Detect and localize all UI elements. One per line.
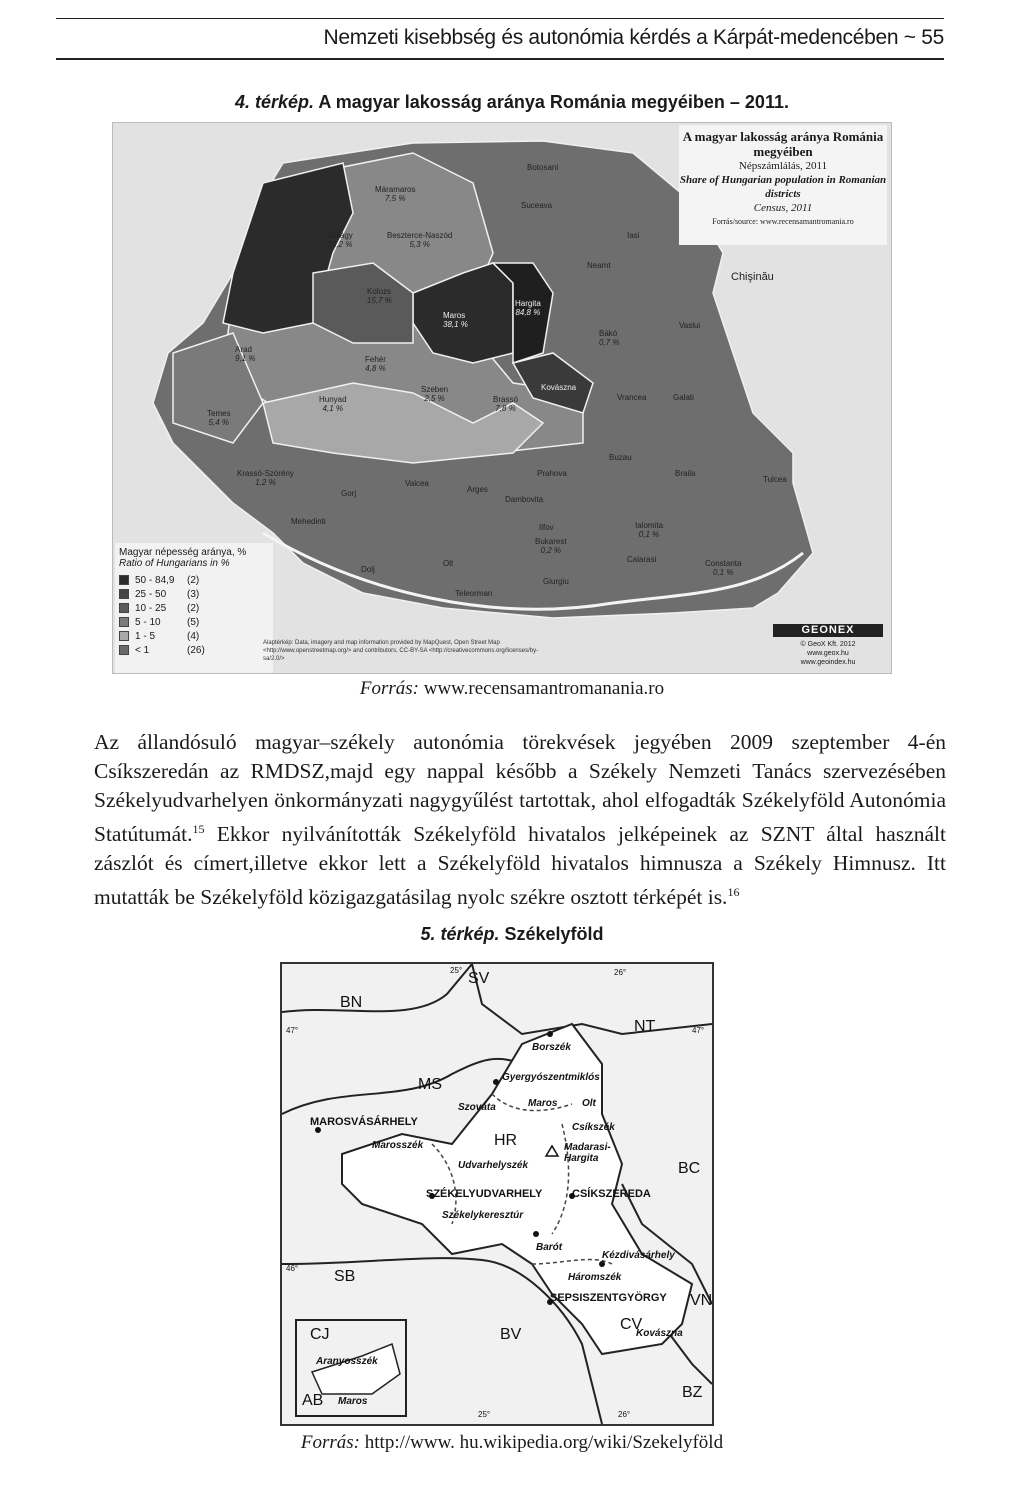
geonex-url2: www.geoindex.hu bbox=[800, 659, 856, 666]
label-csikszereda: CSÍKSZEREDA bbox=[572, 1188, 651, 1200]
label-buzau: Buzau bbox=[609, 453, 632, 462]
legend-source: Forrás/source: www.recensamantromania.ro bbox=[712, 217, 854, 226]
legend-count: (5) bbox=[187, 616, 200, 628]
town-marker-gyergyoszentmiklos bbox=[493, 1079, 499, 1085]
label-bz: BZ bbox=[682, 1384, 703, 1401]
legend-range: 50 - 84,9 bbox=[135, 574, 175, 586]
label-suceava: Suceava bbox=[521, 201, 553, 210]
geonex-logo: GEONEX bbox=[773, 624, 883, 637]
legend-subtitle-hu: Népszámlálás, 2011 bbox=[738, 160, 828, 172]
ratio-legend-row bbox=[119, 615, 269, 629]
map1-legend-box bbox=[679, 125, 887, 245]
paragraph-part2: Ekkor nyilvánították Székelyföld hivatalos jelképeinek az SZNT által használt zászlót és címert,illetve ekkor lett a Székelyföld hivatalos himnusza a Székely Himnusz. Itt mutatták be Székelyföld közigazgatásilag nyolc székre osztott térképét is. bbox=[94, 822, 946, 910]
label-deg25-bottom: 25° bbox=[478, 1410, 491, 1419]
label-mehedinti: Mehedinti bbox=[291, 517, 326, 526]
label-prahova: Prahova bbox=[537, 469, 567, 478]
label-dambovita: Dambovita bbox=[505, 495, 544, 504]
label-teleorman: Teleorman bbox=[455, 589, 493, 598]
label-text: Maros bbox=[443, 311, 466, 320]
legend-swatch bbox=[119, 589, 129, 599]
label-text: Máramaros bbox=[375, 185, 416, 194]
label-deg47-left: 47° bbox=[286, 1026, 299, 1035]
legend-subtitle-en: Census, 2011 bbox=[753, 202, 813, 214]
ratio-legend-title-hu: Magyar népesség aránya, % bbox=[119, 547, 247, 558]
label-text: Beszterce-Naszód bbox=[387, 231, 453, 240]
ratio-legend-row bbox=[119, 587, 269, 601]
label-hargita bbox=[515, 299, 541, 317]
label-olt-river: Olt bbox=[582, 1098, 596, 1109]
label-arges: Arges bbox=[467, 485, 488, 494]
label-iasi: Iasi bbox=[627, 231, 640, 240]
label-text: Arad bbox=[235, 345, 252, 354]
label-valcea: Valcea bbox=[405, 479, 429, 488]
label-cv: CV bbox=[620, 1316, 643, 1333]
label-vn: VN bbox=[690, 1292, 713, 1309]
label-text: Fehér bbox=[365, 355, 386, 364]
legend-title-en: Share of Hungarian population in Romanian districts bbox=[679, 174, 887, 200]
body-paragraph bbox=[94, 728, 946, 912]
ratio-legend-row bbox=[119, 601, 269, 615]
ratio-legend-row bbox=[119, 573, 269, 587]
label-pct: 1,2 % bbox=[255, 478, 276, 487]
legend-count: (26) bbox=[187, 644, 205, 656]
label-csikszek: Csíkszék bbox=[572, 1122, 615, 1133]
map1-title-text: A magyar lakosság aránya Románia megyéiben – 2011. bbox=[314, 92, 789, 112]
label-pct: 0,2 % bbox=[540, 546, 562, 555]
running-title: Nemzeti kisebbség és autonómia kérdés a Kárpát-medencében ~ 55 bbox=[323, 26, 944, 49]
label-haromszek: Háromszék bbox=[568, 1272, 622, 1283]
label-szekelykeresztur: Székelykeresztúr bbox=[442, 1210, 524, 1221]
romania-county-map bbox=[112, 122, 892, 674]
label-text: Hunyad bbox=[319, 395, 347, 404]
ratio-legend-row bbox=[119, 643, 269, 657]
paragraph-part1: Az állandósuló magyar–székely autonómia törekvések jegyében 2009 szeptember 4-én Csíkszeredán az RMDSZ,majd egy nappal később a Székely Nemzeti Tanács szervezésében Székelyudvarhelyen önkormányzati nagygyűlést tartottak, ahol elfogadták Székelyföld Autonómia Statútumát. bbox=[94, 730, 946, 847]
label-sb: SB bbox=[334, 1268, 356, 1285]
label-text: Ialomita bbox=[635, 521, 664, 530]
map1-title bbox=[0, 92, 1024, 113]
label-cj: CJ bbox=[310, 1326, 330, 1343]
legend-range: 5 - 10 bbox=[135, 616, 161, 628]
town-marker-borszek bbox=[547, 1031, 553, 1037]
label-borszek: Borszék bbox=[532, 1042, 571, 1053]
label-neamt: Neamt bbox=[587, 261, 611, 270]
label-sv: SV bbox=[468, 970, 490, 987]
label-pct: 2,5 % bbox=[424, 394, 445, 403]
label-giurgiu: Giurgiu bbox=[543, 577, 569, 586]
label-pct: 0,7 % bbox=[599, 338, 620, 347]
label-chisinau: Chişinău bbox=[731, 271, 774, 283]
source-text: www.recensamantromanania.ro bbox=[418, 678, 665, 699]
basemap-credit: Alaptérkép: Data, imagery and map information provided by MapQuest, Open Street Map <http://www.openstreetmap.org/> and contributors, CC-BY-SA <http://creativecommons.org/licenses/by-sa/2.0/> bbox=[263, 640, 539, 662]
town-marker-barot bbox=[533, 1231, 539, 1237]
legend-range: < 1 bbox=[135, 644, 150, 656]
source-label: Forrás: bbox=[359, 678, 419, 699]
footnote-ref-16: 16 bbox=[727, 885, 740, 900]
legend-title-hu: A magyar lakosság aránya Románia megyéiben bbox=[682, 129, 884, 159]
label-calarasi: Calarasi bbox=[627, 555, 657, 564]
label-text: Hargita bbox=[515, 299, 541, 308]
label-szekelyudvarhely: SZÉKELYUDVARHELY bbox=[426, 1188, 543, 1200]
label-pct: 5,4 % bbox=[208, 418, 230, 427]
label-pct: 0,1 % bbox=[638, 530, 660, 539]
label-galati: Galati bbox=[673, 393, 694, 402]
label-tulcea: Tulcea bbox=[763, 475, 787, 484]
map2-source-caption bbox=[0, 1432, 1024, 1454]
map1-title-label: 4. térkép. bbox=[235, 92, 315, 112]
label-ilfov: Ilfov bbox=[539, 523, 554, 532]
ratio-legend-row bbox=[119, 629, 269, 643]
label-hr: HR bbox=[494, 1132, 518, 1149]
geonex-url1: www.geox.hu bbox=[807, 650, 849, 657]
label-temes bbox=[207, 409, 231, 427]
label-nt: NT bbox=[634, 1018, 656, 1035]
label-text: Kolozs bbox=[367, 287, 392, 296]
legend-swatch bbox=[119, 617, 129, 627]
label-text: Constanta bbox=[705, 559, 742, 568]
label-pct: 38,1 % bbox=[443, 320, 468, 329]
legend-swatch bbox=[119, 603, 129, 613]
footnote-ref-15: 15 bbox=[192, 822, 205, 836]
label-bn: BN bbox=[340, 994, 363, 1011]
geonex-credit bbox=[773, 624, 883, 667]
label-feher bbox=[365, 355, 386, 373]
ratio-legend bbox=[115, 543, 273, 674]
label-text: Brassó bbox=[493, 395, 518, 404]
label-olt: Olt bbox=[443, 559, 454, 568]
label-constanta bbox=[705, 559, 741, 577]
label-kezdivasarhely: Kézdivásárhely bbox=[602, 1250, 675, 1261]
label-bukarest bbox=[535, 537, 567, 555]
label-deg25-top: 25° bbox=[450, 966, 463, 975]
label-maros bbox=[443, 311, 468, 329]
szekelyfold-map bbox=[280, 962, 714, 1426]
map2-title bbox=[0, 924, 1024, 945]
label-kolozs bbox=[367, 287, 392, 305]
label-madarasi-hargita: Madarasi-Hargita bbox=[564, 1142, 611, 1164]
label-gorj: Gorj bbox=[341, 489, 357, 498]
label-pct: 5,3 % bbox=[409, 240, 430, 249]
legend-swatch bbox=[119, 575, 129, 585]
label-hunyad bbox=[319, 395, 347, 413]
label-pct: 7,5 % bbox=[384, 194, 406, 203]
map2-title-label: 5. térkép. bbox=[420, 924, 500, 944]
label-dolj: Dolj bbox=[361, 565, 375, 574]
label-szeben bbox=[421, 385, 448, 403]
label-deg46-left: 46° bbox=[286, 1264, 299, 1273]
label-ab: AB bbox=[302, 1392, 324, 1409]
label-maros-inset: Maros bbox=[338, 1396, 368, 1407]
label-brasso bbox=[493, 395, 518, 413]
legend-swatch bbox=[119, 631, 129, 641]
town-marker-kezdivasarhely bbox=[599, 1261, 605, 1267]
label-text: Temes bbox=[207, 409, 231, 418]
legend-count: (2) bbox=[187, 602, 200, 614]
running-header bbox=[56, 18, 944, 60]
label-ialomita bbox=[635, 521, 663, 539]
geonex-copyright: © GeoX Kft. 2012 bbox=[800, 641, 856, 648]
legend-count: (2) bbox=[187, 574, 200, 586]
legend-range: 25 - 50 bbox=[135, 588, 167, 600]
label-deg47-right: 47° bbox=[692, 1026, 705, 1035]
legend-count: (4) bbox=[187, 630, 200, 642]
label-pct: 7,8 % bbox=[495, 404, 516, 413]
label-braila: Braila bbox=[675, 469, 696, 478]
label-vaslui: Vaslui bbox=[679, 321, 701, 330]
label-text: Krassó-Szörény bbox=[237, 469, 294, 478]
label-text: Bákó bbox=[599, 329, 618, 338]
label-maramaros bbox=[375, 185, 415, 203]
label-aranyosszek: Aranyosszék bbox=[316, 1356, 378, 1367]
source-text: http://www. hu.wikipedia.org/wiki/Szekelyföld bbox=[360, 1432, 724, 1453]
label-marosszek: Marosszék bbox=[372, 1140, 424, 1151]
label-pct: 15,7 % bbox=[367, 296, 392, 305]
label-udvarhelyszek: Udvarhelyszék bbox=[458, 1160, 529, 1171]
header-rule bbox=[56, 18, 944, 19]
label-botosani: Botosani bbox=[527, 163, 559, 172]
label-arad bbox=[235, 345, 255, 363]
label-bako bbox=[599, 329, 619, 347]
label-vrancea: Vrancea bbox=[617, 393, 647, 402]
label-barot: Barót bbox=[536, 1242, 563, 1253]
label-pct: 9,1 % bbox=[235, 354, 256, 363]
label-text: Szeben bbox=[421, 385, 449, 394]
legend-range: 1 - 5 bbox=[135, 630, 156, 642]
label-pct: 84,8 % bbox=[515, 308, 541, 317]
label-marosvasarhely: MAROSVÁSÁRHELY bbox=[310, 1116, 418, 1128]
label-text: Szilágy bbox=[327, 231, 353, 240]
label-szilagy bbox=[327, 231, 353, 249]
label-sepsiszentgyorgy: SEPSISZENTGYÖRGY bbox=[550, 1292, 667, 1304]
source-label: Forrás: bbox=[300, 1432, 361, 1453]
legend-swatch bbox=[119, 645, 129, 655]
label-kovaszna: Kovászna bbox=[541, 383, 577, 392]
label-ms: MS bbox=[418, 1076, 442, 1093]
label-gyergyoszentmiklos: Gyergyószentmiklós bbox=[502, 1072, 600, 1083]
map1-source-caption bbox=[0, 678, 1024, 700]
label-krasso bbox=[237, 469, 294, 487]
legend-range: 10 - 25 bbox=[135, 602, 167, 614]
legend-count: (3) bbox=[187, 588, 200, 600]
map2-title-text: Székelyföld bbox=[499, 924, 604, 944]
label-text: Bukarest bbox=[535, 537, 567, 546]
label-bc: BC bbox=[678, 1160, 701, 1177]
label-deg26-bottom: 26° bbox=[618, 1410, 631, 1419]
label-pct: 4,1 % bbox=[322, 404, 344, 413]
label-bv: BV bbox=[500, 1326, 522, 1343]
label-maros-river: Maros bbox=[528, 1098, 558, 1109]
label-szovata: Szováta bbox=[458, 1102, 496, 1113]
label-kovaszna-town: Kovászna bbox=[636, 1328, 683, 1339]
label-beszterce bbox=[387, 231, 452, 249]
label-pct: 23,2 % bbox=[327, 240, 353, 249]
label-pct: 4,8 % bbox=[365, 364, 386, 373]
label-pct: 0,1 % bbox=[713, 568, 734, 577]
label-deg26-top: 26° bbox=[614, 968, 627, 977]
ratio-legend-title-en: Ratio of Hungarians in % bbox=[119, 558, 230, 569]
